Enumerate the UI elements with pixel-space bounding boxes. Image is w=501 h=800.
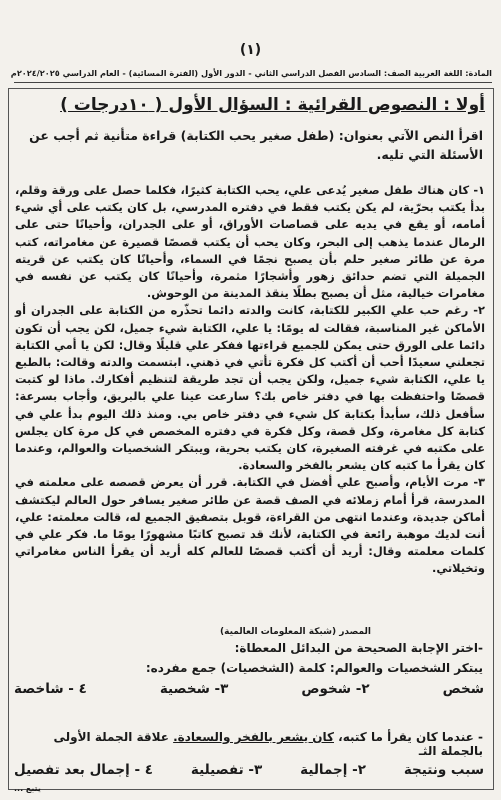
question-2-options (14, 762, 484, 778)
page-number: (١) (239, 42, 262, 58)
q1-option-3: ٣- شخصية (159, 681, 229, 697)
q1-option-4: ٤ - شاخصة (14, 681, 87, 697)
section-title: أولا : النصوص القرائية : السؤال الأول ( ١٠درجات ) (60, 95, 485, 115)
exam-header: المادة: اللغة العربية الصف: السادس الفصل الدراسي الثاني - الدور الأول (الفترة المسائية) - العام الدراسي ٢٠٢٤/٢٠٢٥م (14, 68, 492, 83)
q1-option-2: ٢- شخوص (301, 681, 370, 697)
q2-option-2: ٢- إجمالية (300, 762, 366, 778)
q1-option-1: شخص (442, 681, 484, 697)
q2-suffix: علاقة الجملة الأولى بالجملة الثـ (53, 730, 483, 758)
passage-source: المصدر (شبكة المعلومات العالمية) (220, 627, 371, 637)
q2-prefix: - عندما كان يقرأ ما كتبه، (333, 730, 483, 744)
page-footer: يتبع ... (14, 784, 41, 793)
paragraph-3: ٣- مرت الأيام، وأصبح علي أفضل في الكتابة. قرر أن يعرض قصصه على معلمته في المدرسة، قرأ أمام زملائه في الصف قصة عن طائر صغير يسافر حول العالم ليكتشف أماكن جديدة، وعندما انتهى من القراءة، قوبل بتصفيق الجميع له، قالت معلمته: علي، أنت لديك موهبة رائعة في الكتابة، لأنك قد تصبح كاتبًا مشهورًا يومًا ما. فكر علي في كلمات معلمته وقال: أريد أن أكتب قصصًا للعالم كله أريد أن يقرأ الناس مغامراتي وتخيلاتي. (15, 475, 485, 576)
q2-option-4: ٤ - إجمال بعد تفصيل (14, 762, 154, 778)
q2-option-3: ٣- تفصيلية (190, 762, 263, 778)
q2-underlined: كان يشعر بالفخر والسعادة. (173, 730, 334, 744)
reading-passage (15, 182, 485, 578)
question-2 (13, 730, 483, 758)
paragraph-1: ١- كان هناك طفل صغير يُدعى علي، يحب الكتابة كثيرًا، فكلما حصل على ورقة وقلم، بدأ يكتب بحرّية، لم يكن يكتب فقط في دفتره المدرسي، بل كان يكتب على أي شيء أمامه، أو يقع في يديه على قصاصات الأوراق، أو على الجدران، وأحيانًا حتى على الرمال عندما يذهب إلى البحر، وكان يحب أن يكتب قصصًا قصيرة عن مغامراته، كتب مرة عن طائر صغير حلم بأن يصبح نجمًا في السماء، وأحيانًا كان يكتب عن قريته الجميلة التي تضم حدائق زهور وأشجارًا مثمرة، وأحيانًا كان يكتب عن نفسه في مغامرات خيالية، مثل أن يصبح بطلًا ينقذ المدينة من الوحوش. (15, 183, 485, 301)
q2-option-1: سبب ونتيجة (403, 762, 484, 778)
paragraph-2: ٢- رغم حب علي الكبير للكتابة، كانت والدته دائما تحذّره من الكتابة على الجدران أو الأماكن غير المناسبة، فقالت له يومًا: يا علي، الكتابة شيء جميل، لكن يجب أن تكون دائما على الورق حتى يمكن للجميع قراءتها ففكر علي قليلًا وقال: لكن يا أمي الكتابة تجعلني سعيدًا أحب أن أكتب كل فكرة تأتي في ذهني. ابتسمت والدته وقالت: بالطبع يا علي، الكتابة شيء جميل، ولكن يجب أن تجد طريقة لتنظيم أفكارك. ماذا لو كتبت قصصًا واحتفظت بها في دفتر خاص بك؟ سارعت عينا علي بالبريق، وأجاب بسرعة: سأفعل ذلك، سأبدأ بكتابة كل شيء في دفتر خاص بي. ومنذ ذلك اليوم بدأ علي في كتابة كل مغامرة، وكل قصة، وكل فكرة في دفتره المخصص في كل مرة كان يجلس على مكتبه في غرفته الصغيرة، كان يكتب بحرية، ويبتكر الشخصيات والعوالم، وعندما كان يقرأ ما كتبه كان يشعر بالفخر والسعادة. (15, 303, 485, 473)
question-instruction: -اختر الإجابة الصحيحة من البدائل المعطاة: (234, 641, 483, 655)
question-1-options (14, 681, 484, 697)
question-1: يبتكر الشخصيات والعوالم: كلمة (الشخصيات) جمع مفرده: (145, 661, 483, 675)
passage-intro: اقرأ النص الآتي بعنوان: (طفل صغير يحب الكتابة) قراءة متأنية ثم أجب عن الأسئلة التي تليه. (29, 128, 483, 162)
